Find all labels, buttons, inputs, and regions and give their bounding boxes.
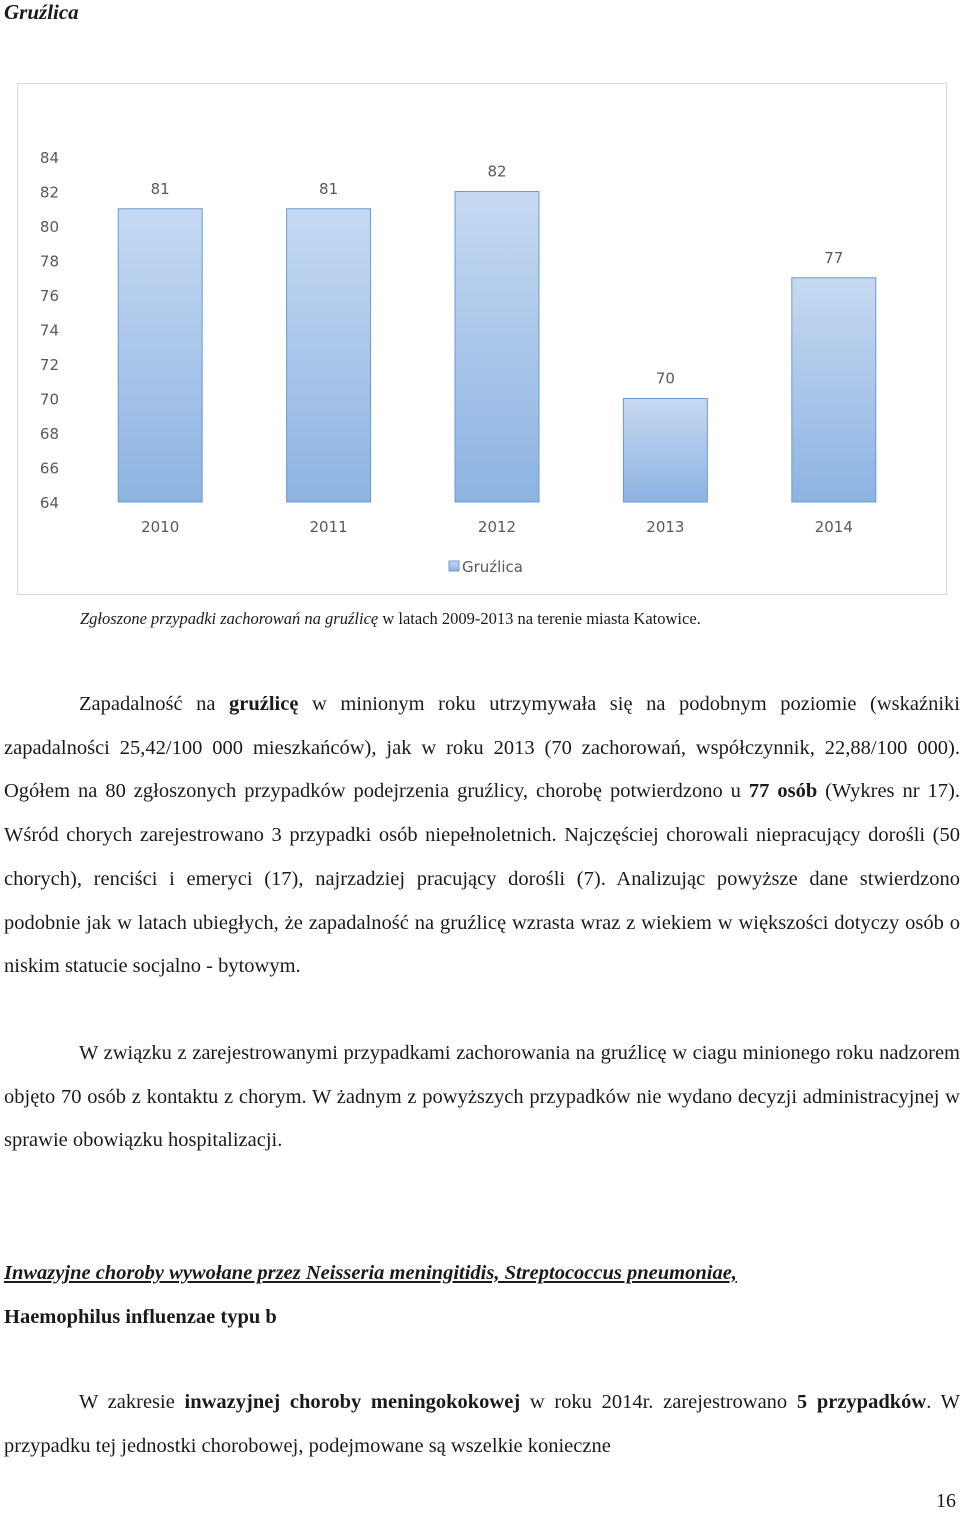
x-tick-label-2011: 2011: [309, 518, 348, 536]
bar-chart: [17, 83, 947, 595]
page-number: 16: [936, 1490, 956, 1512]
p3-text-a: W zakresie: [79, 1391, 185, 1413]
p1-text-e: (Wykres nr 17). Wśród chorych zarejestrowano 3 przypadki osób niepełnoletnich. Najczęściej chorowali niepracujący dorośli (50 chorych), renciści i emeryci (17), najrzadziej pracujący dorośli (7). Analizując powyższe dane stwierdzono podobnie jak w latach ubiegłych, że zapadalność na gruźlicę wzrasta wraz z wiekiem w większości dotyczy osób o niskim statucie socjalno - bytowym.: [4, 780, 960, 978]
bar-2010: [118, 209, 202, 502]
p1-bold-tuberculosis: gruźlicę: [229, 693, 299, 715]
y-tick-label: 68: [39, 425, 59, 443]
y-tick-label: 76: [39, 287, 59, 305]
caption-italic: Zgłoszone przypadki zachorowań na gruźlicę: [80, 609, 379, 628]
bar-2014: [792, 278, 876, 502]
paragraph-incidence: [4, 683, 960, 989]
x-tick-label-2012: 2012: [477, 518, 517, 536]
y-tick-label: 70: [39, 390, 59, 409]
data-label-2013: 70: [655, 369, 675, 388]
y-tick-label: 72: [39, 356, 59, 374]
bar-2012: [455, 192, 539, 503]
p1-text-a: Zapadalność na: [79, 693, 230, 715]
p3-bold-cases: 5 przypadków: [796, 1391, 927, 1413]
caption-normal: w latach 2009-2013 na terenie miasta Katowice.: [378, 609, 701, 628]
p3-text-c: w roku 2014r. zarejestrowano: [520, 1391, 797, 1413]
y-axis-ticks: [40, 149, 59, 512]
data-label-2014: 77: [824, 248, 844, 267]
y-tick-label: 84: [39, 149, 59, 167]
legend-swatch: [449, 561, 459, 571]
x-axis-ticks: [141, 518, 853, 536]
p3-bold-disease: inwazyjnej choroby meningokokowej: [184, 1391, 521, 1413]
y-tick-label: 82: [39, 183, 59, 202]
bar-2013: [623, 399, 707, 503]
p1-bold-77: 77 osób: [748, 780, 818, 803]
y-tick-label: 64: [39, 494, 59, 512]
data-label-2011: 81: [319, 179, 339, 198]
paragraph-supervision: [4, 1032, 960, 1163]
y-tick-label: 66: [39, 459, 59, 478]
paragraph-meningococcal: [4, 1381, 960, 1468]
data-label-2010: 81: [150, 179, 170, 198]
data-label-2012: 82: [487, 162, 507, 181]
section-heading-invasive: [4, 1252, 960, 1339]
y-tick-label: 78: [39, 252, 59, 271]
chart-legend: [449, 558, 523, 576]
p3-text-e: . W przypadku tej jednostki chorobowej, podejmowane są wszelkie konieczne: [4, 1391, 960, 1457]
chart-canvas: [18, 84, 946, 594]
p1-text-c: w minionym roku utrzymywała się na podobnym poziomie (wskaźniki zapadalności 25,42/100 000 mieszkańców), jak w roku 2013 (70 zachorowań, współczynnik, 22,88/100 000). Ogółem na 80 zgłoszonych przypadków podejrzenia gruźlicy, chorobę potwierdzono u: [4, 693, 960, 803]
x-tick-label-2013: 2013: [646, 518, 685, 536]
x-tick-label-2014: 2014: [814, 518, 853, 536]
sec-head-line2: Haemophilus influenzae typu b: [4, 1305, 277, 1328]
chart-caption: [80, 609, 950, 629]
bar-series: [118, 192, 876, 503]
legend-label: Gruźlica: [462, 558, 523, 576]
bar-2011: [287, 209, 371, 502]
y-tick-label: 74: [39, 321, 59, 340]
section-heading-gruzlica: Gruźlica: [4, 0, 79, 24]
p2-text: W związku z zarejestrowanymi przypadkami zachorowania na gruźlicę w ciagu minionego roku nadzorem objęto 70 osób z kontaktu z chorym. W żadnym z powyższych przypadków nie wydano decyzji administracyjnej w sprawie obowiązku hospitalizacji.: [4, 1042, 960, 1152]
sec-head-italic: Inwazyjne choroby wywołane przez Neisseria meningitidis, Streptococcus pneumoniae,: [4, 1262, 737, 1284]
y-tick-label: 80: [39, 218, 59, 236]
x-tick-label-2010: 2010: [141, 518, 180, 536]
